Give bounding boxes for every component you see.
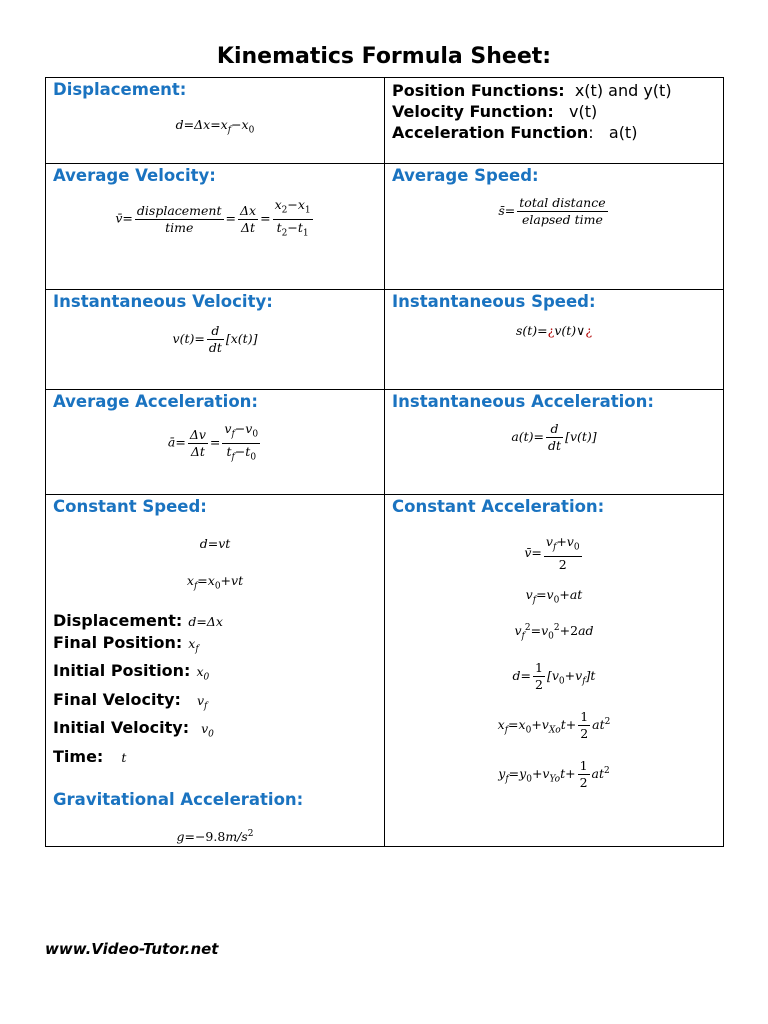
def-final-position: Final Position: $x_f$ <box>53 632 199 654</box>
inst-accel-heading: Instantaneous Acceleration: <box>392 392 654 411</box>
avg-velocity-formula: v̄= $\frac{\text{displacement}}{\text{time}}$ = $\frac{\Delta x}{\Delta t}$ = $\frac{x_2-x_1}{t_2-t_1}$ <box>115 197 311 238</box>
def-initial-position: Initial Position: $x_0$ <box>53 661 210 683</box>
avg-accel-formula: ā= $\frac{\Delta v}{\Delta t}$ = $\frac{v_f-v_0}{t_f-t_0}$ <box>167 421 259 462</box>
avg-speed-formula: s̄= $\frac{\text{total distance}}{\text{elapsed time}}$ <box>498 195 606 227</box>
inst-accel-formula: a(t)= $\frac{d}{dt}$ [v(t)] <box>511 421 597 453</box>
functions-cell <box>385 78 724 164</box>
avg-speed-cell <box>385 164 724 290</box>
const-accel-heading: Constant Acceleration: <box>392 497 605 516</box>
variable-definitions <box>46 610 384 768</box>
const-accel-formula-5: $x_f=x_0+v_{Xo}t+$ $\frac{1}{2}$ $at^2$ <box>497 708 611 741</box>
velocity-function: Velocity Function: v(t) <box>392 102 598 121</box>
const-accel-formula-6: $y_f=y_0+v_{Yo}t+$ $\frac{1}{2}$ $at^2$ <box>498 757 610 790</box>
formula-table <box>45 77 724 847</box>
inst-velocity-cell <box>46 290 385 390</box>
const-accel-formula-4: d= $\frac{1}{2}$ $[v_0+v_f]t$ <box>512 659 596 692</box>
inst-speed-cell <box>385 290 724 390</box>
avg-velocity-heading: Average Velocity: <box>53 166 216 185</box>
const-accel-formula-1: v̄= $\frac{v_f+v_0}{2}$ <box>524 534 580 572</box>
page-title: Kinematics Formula Sheet: <box>216 44 552 69</box>
gravity-formula: $g=-9.8m/s^2$ <box>176 828 254 844</box>
def-initial-velocity: Initial Velocity: $v_0$ <box>53 718 214 740</box>
def-final-velocity: Final Velocity: $v_f$ <box>53 689 208 711</box>
def-time: Time: t <box>53 746 127 766</box>
position-functions: Position Functions: x(t) and y(t) <box>392 81 672 100</box>
acceleration-function: Acceleration Function: a(t) <box>392 123 638 142</box>
const-accel-formula-3: $v_f^2=v_0^2+2ad$ <box>514 623 594 642</box>
avg-speed-heading: Average Speed: <box>392 166 539 185</box>
inst-speed-heading: Instantaneous Speed: <box>392 292 596 311</box>
inst-accel-cell <box>385 390 724 495</box>
const-accel-cell <box>385 495 724 847</box>
displacement-heading: Displacement: <box>53 80 187 99</box>
inst-speed-formula: s(t)=¿v(t)∨¿ <box>515 323 593 338</box>
avg-accel-cell <box>46 390 385 495</box>
const-accel-formula-2: $v_f=v_0+at$ <box>525 586 583 605</box>
avg-velocity-cell <box>46 164 385 290</box>
gravity-heading: Gravitational Acceleration: <box>53 789 304 809</box>
inst-velocity-formula: v(t)= $\frac{d}{dt}$ [x(t)] <box>172 323 258 355</box>
inst-velocity-heading: Instantaneous Velocity: <box>53 292 273 311</box>
avg-accel-heading: Average Acceleration: <box>53 392 259 411</box>
def-displacement: Displacement: d=Δx <box>53 610 223 630</box>
const-speed-formula-2: $x_f=x_0+vt$ <box>186 573 244 592</box>
const-speed-formula-1: d=vt <box>199 536 231 551</box>
displacement-formula: $d=\Delta x=x_f-x_0$ <box>175 117 255 136</box>
displacement-cell <box>46 78 385 164</box>
const-speed-cell <box>46 495 385 847</box>
footer-website: www.Video-Tutor.net <box>45 940 219 958</box>
const-speed-heading: Constant Speed: <box>53 497 207 516</box>
